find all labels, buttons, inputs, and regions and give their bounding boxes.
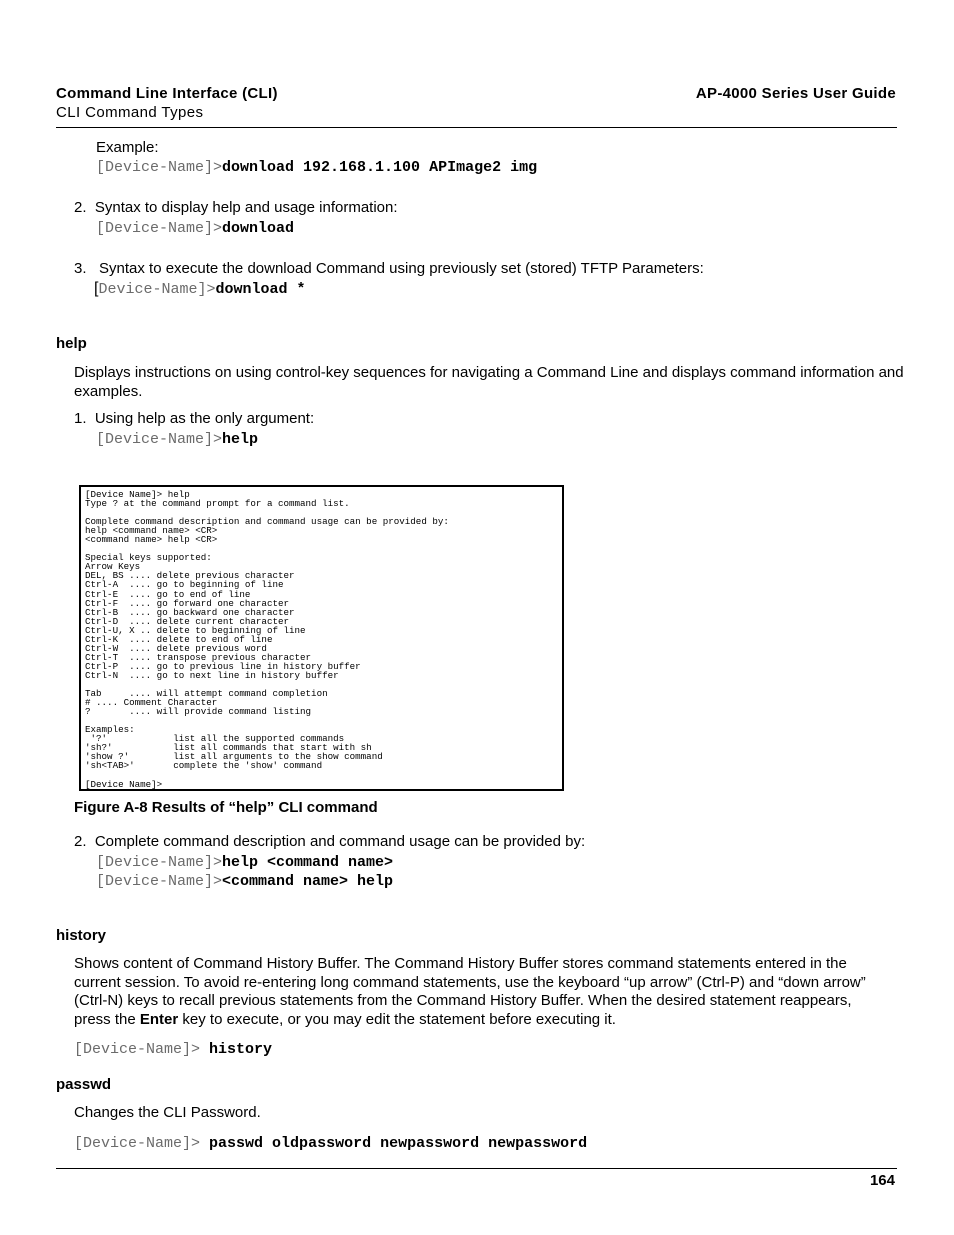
example-code: [96, 158, 537, 176]
header-guide-title: AP-4000 Series User Guide: [695, 85, 896, 102]
example-label: Example:: [96, 139, 159, 156]
command: history: [209, 1041, 273, 1058]
footer-rule: [56, 1168, 897, 1169]
list-item-3-code: [94, 280, 306, 298]
header-chapter-title: Command Line Interface (CLI): [56, 85, 278, 102]
command: download 192.168.1.100 APImage2 img: [222, 159, 538, 176]
header-rule: [56, 127, 897, 128]
command: download *: [215, 281, 306, 298]
bracket: [: [94, 280, 99, 297]
terminal-output: [Device Name]> help Type ? at the command prompt for a command list. Complete command description and command usage can be provided by: help <command name> <CR> <command name> help <CR> Special keys supported: Arrow Keys DEL, BS .... delete previous character Ctrl-A .... go to beginning of line Ctrl-E .... go to end of line Ctrl-F .... go forward one character Ctrl-B .... go backward one character Ctrl-D .... delete current character Ctrl-U, X .. delete to beginning of line Ctrl-K .... delete to end of line Ctrl-W .... delete previous word Ctrl-T .... transpose previous character Ctrl-P .... go to previous line in history buffer Ctrl-N .... go to next line in history buffer Tab .... will attempt command completion # .... Comment Character ? .... will provide command listing Examples: '?' list all the supported commands 'sh?' list all commands that start with sh 'show ?' list all arguments to the show command 'sh<TAB>' complete the 'show' command [Device Name]>: [85, 489, 449, 790]
list-item-2-text: 2. Syntax to display help and usage information:: [74, 199, 398, 216]
history-desc-line-4: [74, 1011, 616, 1028]
command: help: [222, 431, 259, 448]
prompt: [Device-Name]>: [96, 220, 223, 237]
help-item-1-code: [96, 430, 258, 448]
terminal-screenshot: [79, 485, 564, 791]
list-item-2-code: [96, 219, 294, 237]
figure-caption: Figure A-8 Results of “help” CLI command: [74, 799, 378, 816]
header-section-title: CLI Command Types: [56, 104, 204, 121]
prompt: [Device-Name]>: [74, 1135, 201, 1152]
help-item-2-text: 2. Complete command description and command usage can be provided by:: [74, 833, 586, 850]
list-item-3-text: 3. Syntax to execute the download Command using previously set (stored) TFTP Parameters:: [74, 260, 704, 277]
prompt: [Device-Name]>: [74, 1041, 201, 1058]
page-number: 164: [869, 1172, 895, 1189]
history-desc-line-3: (Ctrl-N) keys to recall previous statements from the Command History Buffer. When the desired statement reappears,: [74, 992, 852, 1009]
command: passwd oldpassword newpassword newpassword: [209, 1135, 588, 1152]
history-desc-line-2: current session. To avoid re-entering long command statements, use the keyboard “up arrow” (Ctrl-P) and “down arrow”: [74, 974, 866, 991]
history-desc-line-1: Shows content of Command History Buffer. The Command History Buffer stores command statements entered in the: [74, 955, 847, 972]
section-heading-help: help: [56, 335, 87, 352]
text: key to execute, or you may edit the statement before executing it.: [178, 1011, 616, 1028]
section-heading-passwd: passwd: [56, 1076, 112, 1093]
passwd-code: [74, 1134, 587, 1152]
section-heading-history: history: [56, 927, 107, 944]
help-item-2-code-a: [96, 853, 393, 871]
enter-key-label: Enter: [139, 1011, 179, 1028]
command: help <command name>: [222, 854, 394, 871]
command: <command name> help: [222, 873, 394, 890]
passwd-description: Changes the CLI Password.: [74, 1104, 261, 1121]
prompt: [Device-Name]>: [96, 854, 223, 871]
help-item-1-text: 1. Using help as the only argument:: [74, 410, 315, 427]
prompt: [Device-Name]>: [96, 873, 223, 890]
history-code: [74, 1040, 272, 1058]
command: download: [222, 220, 295, 237]
help-item-2-code-b: [96, 872, 393, 890]
text: press the: [74, 1011, 140, 1028]
prompt: [Device-Name]>: [96, 431, 223, 448]
help-description: Displays instructions on using control-key sequences for navigating a Command Line and displays command information and examples.: [74, 364, 904, 400]
prompt: [Device-Name]>: [96, 159, 223, 176]
prompt: Device-Name]>: [98, 281, 216, 298]
